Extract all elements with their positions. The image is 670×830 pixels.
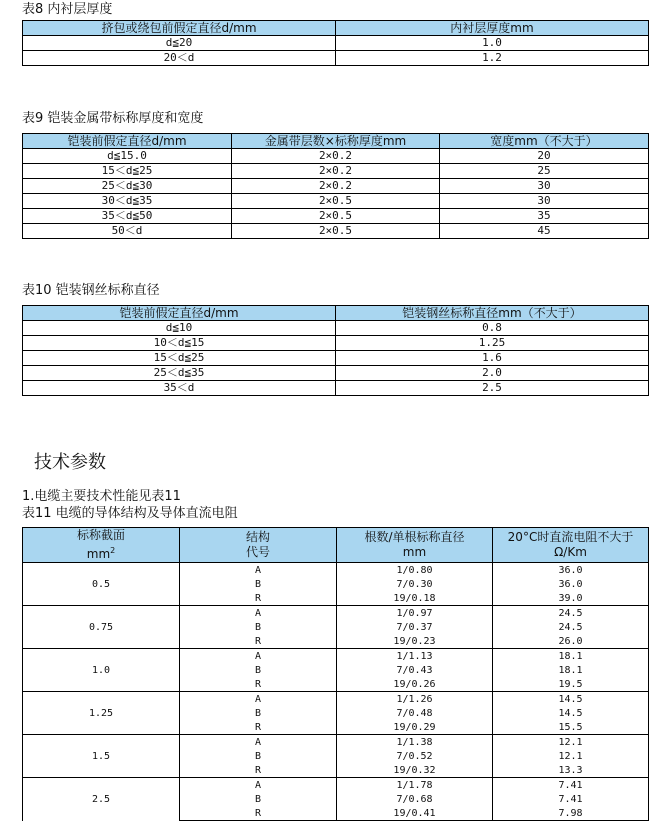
table9-cell: 30	[440, 179, 649, 194]
table11-header-strands	[337, 528, 493, 563]
table-row	[23, 209, 649, 224]
table-row	[23, 224, 649, 239]
table11-resistance-cell: 12.1	[493, 735, 649, 750]
table11-strands-cell: 19/0.29	[337, 720, 493, 735]
table10	[22, 305, 649, 396]
table11-resistance-cell: 24.5	[493, 606, 649, 621]
table11-code-cell: A	[180, 563, 337, 578]
table11-header-section-unit: mm	[86, 547, 111, 561]
table11-code-cell: R	[180, 806, 337, 821]
table8-cell: 20＜d	[23, 51, 336, 66]
table11-section-cell: 1.0	[23, 649, 180, 692]
table11-header-structure-code: 代号	[245, 545, 270, 559]
table11-section-cell: 2.5	[23, 778, 180, 821]
table11-header-section	[23, 528, 180, 563]
table-row	[23, 606, 649, 621]
table11-resistance-cell: 12.1	[493, 749, 649, 763]
table11-header-resistance-unit: Ω/Km	[554, 545, 587, 559]
table9-cell: 25＜d≦30	[23, 179, 232, 194]
table10-cell: 15＜d≦25	[23, 351, 336, 366]
table9-cell: 35＜d≦50	[23, 209, 232, 224]
table10-caption: 表10 铠装钢丝标称直径	[22, 283, 160, 298]
table11-code-cell: R	[180, 763, 337, 778]
table11-resistance-cell: 15.5	[493, 720, 649, 735]
table11-code-cell: R	[180, 634, 337, 649]
table10-cell: 35＜d	[23, 381, 336, 396]
table11-code-cell: B	[180, 792, 337, 806]
table10-cell: d≦10	[23, 321, 336, 336]
table-row	[23, 336, 649, 351]
table11-header-resistance-label: 20°C时直流电阻不大于	[507, 530, 634, 544]
table11-code-cell: A	[180, 606, 337, 621]
table-row	[23, 179, 649, 194]
table11-code-cell: A	[180, 649, 337, 664]
table11-resistance-cell: 7.41	[493, 778, 649, 793]
table8-cell: 1.2	[336, 51, 649, 66]
table11-resistance-cell: 24.5	[493, 620, 649, 634]
table11-strands-cell: 19/0.23	[337, 634, 493, 649]
table11-strands-cell: 1/1.38	[337, 735, 493, 750]
table9-cell: 2×0.5	[232, 194, 440, 209]
table8-cell: d≦20	[23, 36, 336, 51]
table11	[22, 527, 649, 821]
table-row	[23, 321, 649, 336]
table11-resistance-cell: 7.41	[493, 792, 649, 806]
table11-strands-cell: 7/0.48	[337, 706, 493, 720]
table8-header-row	[23, 21, 649, 36]
table11-header-section-unit-exponent: 2	[110, 546, 116, 555]
table9	[22, 133, 649, 239]
table11-section-cell: 0.5	[23, 563, 180, 606]
table-row	[23, 692, 649, 707]
section-intro: 1.电缆主要技术性能见表11	[22, 489, 181, 504]
table11-code-cell: B	[180, 620, 337, 634]
table11-header-resistance	[493, 528, 649, 563]
table11-caption: 表11 电缆的导体结构及导体直流电阻	[22, 506, 238, 521]
table-row	[23, 164, 649, 179]
table-row	[23, 778, 649, 793]
table11-strands-cell: 19/0.18	[337, 591, 493, 606]
table10-cell: 2.5	[336, 381, 649, 396]
table10-cell: 0.8	[336, 321, 649, 336]
table11-header-structure	[180, 528, 337, 563]
table11-strands-cell: 7/0.52	[337, 749, 493, 763]
table11-strands-cell: 1/1.26	[337, 692, 493, 707]
table11-resistance-cell: 14.5	[493, 706, 649, 720]
table11-strands-cell: 7/0.43	[337, 663, 493, 677]
table11-strands-cell: 7/0.30	[337, 577, 493, 591]
table8-cell: 1.0	[336, 36, 649, 51]
table11-code-cell: R	[180, 591, 337, 606]
table11-header-row	[23, 528, 649, 563]
table11-code-cell: B	[180, 663, 337, 677]
table9-cell: 2×0.5	[232, 224, 440, 239]
table11-strands-cell: 7/0.68	[337, 792, 493, 806]
table11-header-strands-label: 根数/单根标称直径	[364, 530, 465, 544]
table10-header-diameter: 铠装前假定直径d/mm	[23, 306, 336, 321]
table11-resistance-cell: 19.5	[493, 677, 649, 692]
table-row	[23, 51, 649, 66]
table11-resistance-cell: 14.5	[493, 692, 649, 707]
table11-strands-cell: 1/1.13	[337, 649, 493, 664]
table11-resistance-cell: 13.3	[493, 763, 649, 778]
table11-strands-cell: 1/0.80	[337, 563, 493, 578]
table11-section-cell: 1.25	[23, 692, 180, 735]
table9-header-width: 宽度mm（不大于）	[440, 134, 649, 149]
table-row	[23, 366, 649, 381]
table9-header-layers: 金属带层数×标称厚度mm	[232, 134, 440, 149]
table11-resistance-cell: 18.1	[493, 649, 649, 664]
table-row	[23, 735, 649, 750]
table11-section-cell: 0.75	[23, 606, 180, 649]
table9-cell: 25	[440, 164, 649, 179]
table10-cell: 1.6	[336, 351, 649, 366]
table11-section-cell: 1.5	[23, 735, 180, 778]
table10-cell: 2.0	[336, 366, 649, 381]
table11-resistance-cell: 7.98	[493, 806, 649, 821]
table8-header-diameter: 挤包或绕包前假定直径d/mm	[23, 21, 336, 36]
table8	[22, 20, 649, 66]
table11-strands-cell: 19/0.41	[337, 806, 493, 821]
table-row	[23, 351, 649, 366]
table10-header-wire-diameter: 铠装钢丝标称直径mm（不大于）	[336, 306, 649, 321]
section-title: 技术参数	[34, 452, 106, 473]
table10-cell: 1.25	[336, 336, 649, 351]
table11-resistance-cell: 36.0	[493, 577, 649, 591]
table10-cell: 10＜d≦15	[23, 336, 336, 351]
table11-strands-cell: 19/0.26	[337, 677, 493, 692]
table9-cell: 20	[440, 149, 649, 164]
table11-code-cell: A	[180, 778, 337, 793]
table8-header-thickness: 内衬层厚度mm	[336, 21, 649, 36]
table9-cell: 2×0.2	[232, 179, 440, 194]
table9-cell: d≦15.0	[23, 149, 232, 164]
table9-cell: 30＜d≦35	[23, 194, 232, 209]
table-row	[23, 563, 649, 578]
table-row	[23, 381, 649, 396]
table-row	[23, 36, 649, 51]
table-row	[23, 649, 649, 664]
table9-cell: 35	[440, 209, 649, 224]
table11-code-cell: A	[180, 692, 337, 707]
table11-resistance-cell: 36.0	[493, 563, 649, 578]
table11-code-cell: B	[180, 706, 337, 720]
table11-resistance-cell: 26.0	[493, 634, 649, 649]
table10-header-row	[23, 306, 649, 321]
table11-header-structure-label: 结构	[245, 530, 270, 544]
table11-strands-cell: 7/0.37	[337, 620, 493, 634]
table11-header-strands-unit: mm	[402, 545, 427, 559]
table11-body	[23, 563, 649, 821]
table9-cell: 50＜d	[23, 224, 232, 239]
table10-cell: 25＜d≦35	[23, 366, 336, 381]
table11-code-cell: A	[180, 735, 337, 750]
table11-resistance-cell: 18.1	[493, 663, 649, 677]
table11-strands-cell: 1/1.78	[337, 778, 493, 793]
table11-code-cell: R	[180, 677, 337, 692]
table11-code-cell: R	[180, 720, 337, 735]
table9-cell: 15＜d≦25	[23, 164, 232, 179]
table-row	[23, 194, 649, 209]
table9-header-diameter: 铠装前假定直径d/mm	[23, 134, 232, 149]
table-row	[23, 149, 649, 164]
table9-cell: 45	[440, 224, 649, 239]
table9-caption: 表9 铠装金属带标称厚度和宽度	[22, 111, 204, 126]
table11-header-section-label: 标称截面	[76, 528, 125, 542]
table11-resistance-cell: 39.0	[493, 591, 649, 606]
table11-code-cell: B	[180, 749, 337, 763]
table9-cell: 2×0.2	[232, 164, 440, 179]
table9-cell: 30	[440, 194, 649, 209]
table9-cell: 2×0.5	[232, 209, 440, 224]
table11-strands-cell: 19/0.32	[337, 763, 493, 778]
table11-code-cell: B	[180, 577, 337, 591]
table8-caption: 表8 内衬层厚度	[22, 2, 113, 17]
table9-cell: 2×0.2	[232, 149, 440, 164]
table9-header-row	[23, 134, 649, 149]
table11-strands-cell: 1/0.97	[337, 606, 493, 621]
